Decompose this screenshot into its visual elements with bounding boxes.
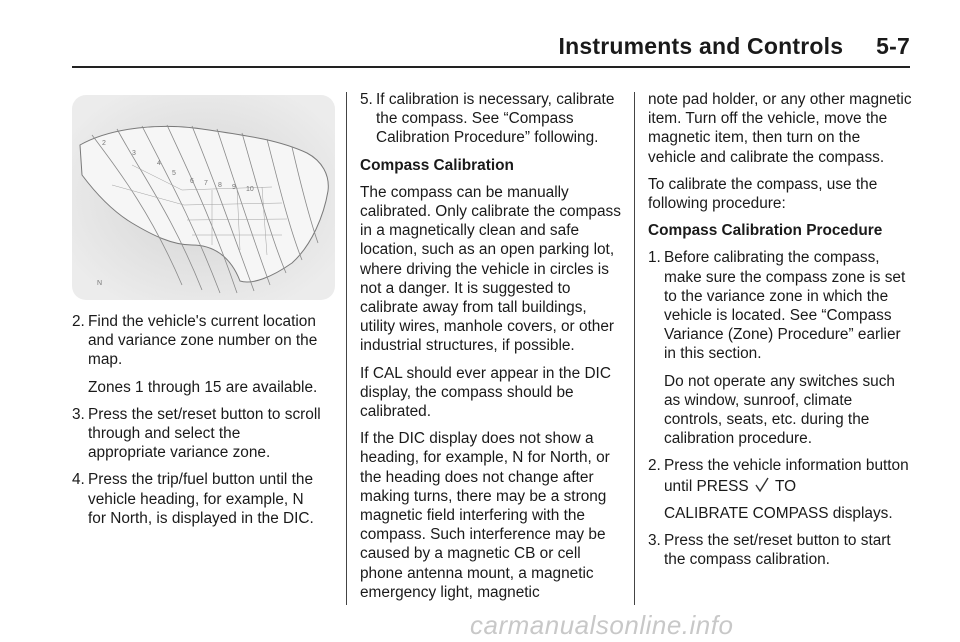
list-number: 1. [648, 249, 661, 267]
list-number: 3. [648, 532, 661, 550]
page-header-title: Instruments and Controls 5-7 [558, 33, 910, 59]
paragraph: CALIBRATE COMPASS displays. [664, 504, 893, 522]
list-item [72, 470, 322, 528]
svg-text:2: 2 [102, 140, 106, 147]
paragraph: If CAL should ever appear in the DIC display, the compass should be calibrated. [360, 364, 611, 421]
paragraph: Press the set/reset button to scroll through and select the appropriate variance zone. [88, 405, 321, 462]
list-number: 2. [72, 313, 85, 330]
paragraph: Press the trip/fuel button until the vehicle heading, for example, N for North, is displayed in the DIC. [88, 471, 314, 527]
column-divider [346, 92, 347, 605]
list-item [648, 248, 912, 448]
list-number: 2. [648, 457, 661, 475]
list-number: 5. [360, 91, 373, 108]
checkmark-icon [753, 476, 771, 494]
svg-text:6: 6 [190, 178, 194, 185]
svg-text:9: 9 [232, 184, 236, 191]
column-1 [72, 312, 322, 536]
paragraph: Before calibrating the compass, make sure the compass zone is set to the variance zone in which the vehicle is located. See “Compass Variance (Zone) Procedure” earlier in this section. [664, 249, 906, 363]
list-item [648, 456, 912, 523]
list-number: 3. [72, 405, 85, 423]
header-rule [72, 66, 910, 68]
svg-text:7: 7 [204, 180, 208, 187]
list-item [72, 405, 322, 463]
paragraph: If the DIC display does not show a heading, for example, N for North, or the heading does not change after making turns, there may be a strong magnetic field interfering with the compass. Such interference may be caused by a magnetic CB or cell phone antenna mount, a magnetic emergency light, magnetic [360, 430, 610, 601]
section-heading: Compass Calibration [360, 156, 514, 174]
step-text: TO [774, 477, 797, 495]
paragraph: Press the set/reset button to start the compass calibration. [664, 532, 891, 569]
paragraph: Do not operate any switches such as window, sunroof, climate controls, seats, etc. during the calibration procedure. [664, 372, 895, 448]
watermark: carmanualsonline.info [470, 610, 734, 640]
list-item [648, 531, 912, 569]
list-item [72, 312, 322, 397]
svg-text:N: N [97, 280, 103, 287]
svg-text:4: 4 [157, 160, 161, 167]
paragraph: The compass can be manually calibrated. Only calibrate the compass in a magnetically clean and safe location, such as an open parking lot, where driving the vehicle in circles is not a danger. It is suggested to calibrate away from tall buildings, utility wires, manhole covers, or other industrial structures, if possible. [360, 183, 621, 355]
section-heading: Compass Calibration Procedure [648, 222, 883, 240]
paragraph [664, 456, 912, 495]
column-3 [648, 90, 912, 577]
column-divider [634, 92, 635, 605]
column-2 [360, 90, 622, 610]
paragraph: note pad holder, or any other magnetic item. Turn off the vehicle, move the magnetic item, then turn on the vehicle and calibrate the compass. [648, 91, 912, 166]
svg-text:5: 5 [172, 170, 176, 177]
svg-text:8: 8 [218, 182, 222, 189]
compass-variance-zone-map [72, 95, 335, 300]
step-text: Press the vehicle information button until PRESS [664, 457, 909, 495]
list-item [360, 90, 622, 148]
paragraph: Zones 1 through 15 are available. [88, 378, 318, 396]
svg-text:3: 3 [132, 150, 136, 157]
paragraph: If calibration is necessary, calibrate the compass. See “Compass Calibration Procedure” following. [376, 91, 615, 147]
svg-text:10: 10 [246, 186, 254, 193]
list-number: 4. [72, 471, 85, 489]
paragraph: To calibrate the compass, use the following procedure: [648, 175, 878, 213]
paragraph: Find the vehicle's current location and variance zone number on the map. [88, 313, 318, 369]
